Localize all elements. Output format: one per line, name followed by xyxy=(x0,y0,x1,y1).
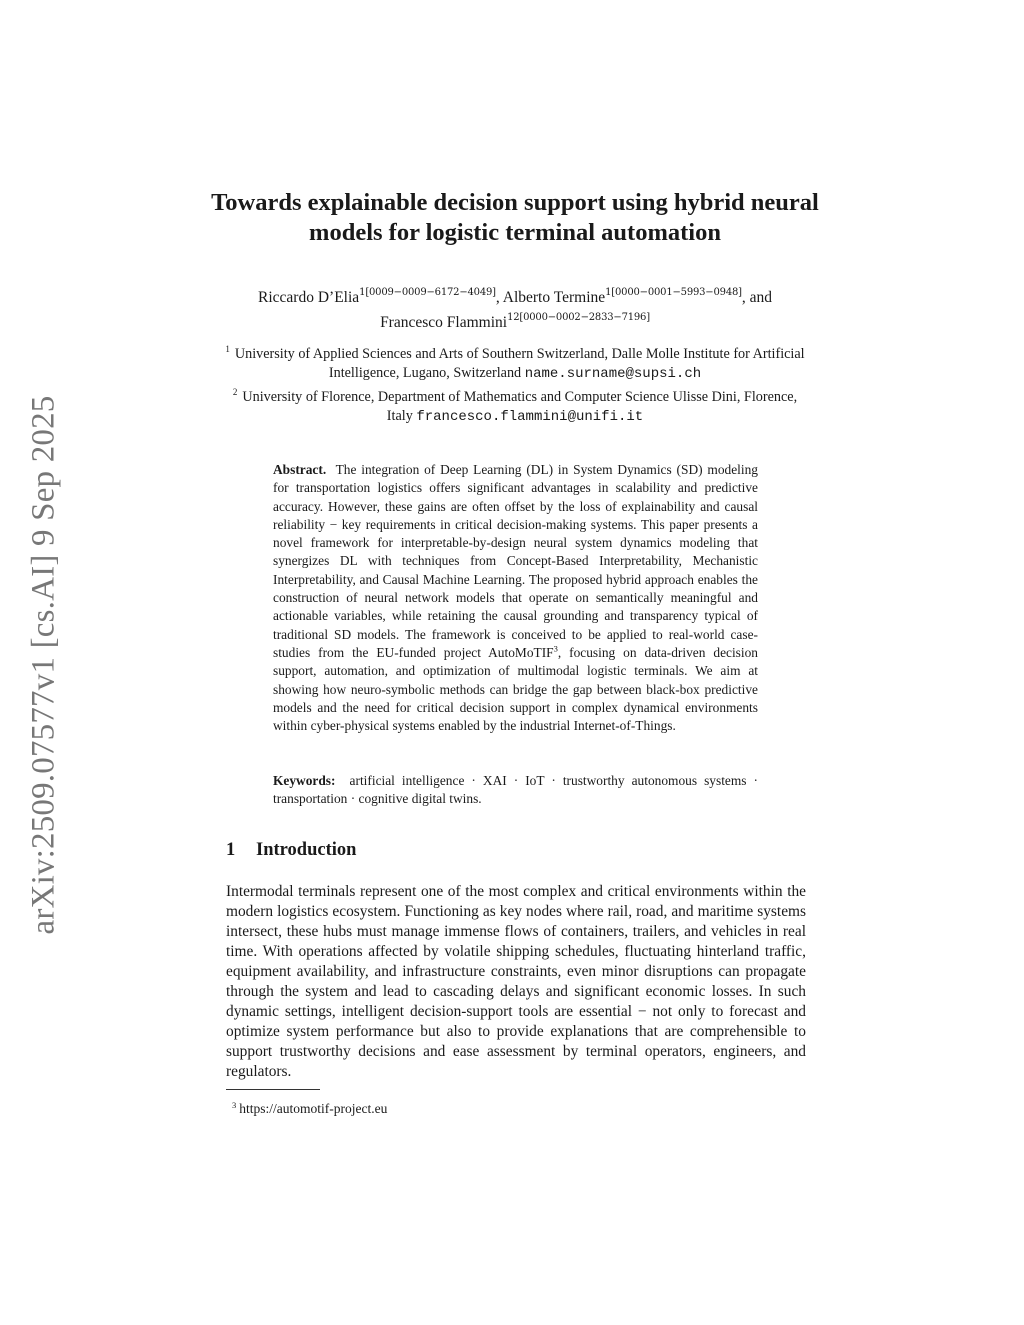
affiliation-text: University of Applied Sciences and Arts of Southern Switzerland, Dalle Molle Institute for Artificial Intelligence, Lugano, Switzerland xyxy=(234,346,805,381)
keywords xyxy=(273,772,758,809)
affiliation-email: name.surname@supsi.ch xyxy=(524,365,702,382)
author-name: Riccardo D’Elia xyxy=(258,289,360,306)
author-orcid: 12[0000−0002−2833−7196] xyxy=(507,312,650,323)
author-name: Francesco Flammini xyxy=(380,314,508,331)
footnote-url: https://automotif-project.eu xyxy=(239,1101,388,1116)
author-orcid: 1[0000−0001−5993−0948] xyxy=(605,287,742,298)
footnote-number: 3 xyxy=(232,1100,237,1110)
abstract-label: Abstract. xyxy=(273,462,327,477)
affiliation-number: 2 xyxy=(232,387,238,397)
affiliations xyxy=(225,340,805,426)
author-list xyxy=(200,283,830,333)
author-separator: , and xyxy=(741,289,772,306)
author-name: Alberto Termine xyxy=(502,289,606,306)
section-number: 1 xyxy=(226,840,236,860)
affiliation xyxy=(225,383,805,426)
footnote-rule xyxy=(226,1089,320,1090)
abstract-text-continued: , focusing on data-driven decision support, automation, and optimization of multimodal logistic terminals. We aim at showing how neuro-symbolic methods can bridge the gap between black-box predictive models and the need for critical decision support in complex dynamical environments within cyber-physical systems enabled by the industrial Internet-of-Things. xyxy=(273,644,758,734)
affiliation-email: francesco.flammini@unifi.it xyxy=(416,408,644,425)
arxiv-stamp xyxy=(18,385,70,945)
author-orcid: 1[0009−0009−6172−4049] xyxy=(359,287,496,298)
author-separator: , xyxy=(495,289,503,306)
arxiv-id: arXiv:2509.07577v1 [cs.AI] 9 Sep 2025 xyxy=(25,395,62,935)
affiliation-number: 1 xyxy=(225,344,230,354)
footnote-marker: 3 xyxy=(553,643,558,654)
body-paragraph: Intermodal terminals represent one of the most complex and critical environments within the modern logistics ecosystem. Functioning as key nodes where rail, road, and maritime systems intersect, these hubs must manage immense flows of containers, trailers, and vehicles in real time. With operations affected by volatile shipping schedules, fluctuating hinterland traffic, equipment availability, and infrastructure constraints, even minor disruptions can propagate through the system and lead to cascading delays and significant economic losses. In such dynamic settings, intelligent decision-support tools are essential − not only to forecast and optimize system performance but also to provide explanations that are comprehensible to support trustworthy decisions and ease assessment by terminal operators, engineers, and regulators. xyxy=(226,883,806,1080)
section-heading xyxy=(226,840,356,861)
affiliation xyxy=(225,340,805,383)
abstract xyxy=(273,461,758,735)
keywords-label: Keywords: xyxy=(273,773,336,788)
section-title: Introduction xyxy=(256,840,357,860)
keywords-text: artificial intelligence · XAI · IoT · trustworthy autonomous systems · transportation · cognitive digital twins. xyxy=(273,773,758,807)
abstract-text: The integration of Deep Learning (DL) in System Dynamics (SD) modeling for transportation logistics offers significant advantages in scalability and predictive accuracy. However, these gains are often offset by the loss of explainability and causal reliability − key requirements in critical decision-making systems. This paper presents a novel framework for interpretable-by-design neural system dynamics modeling that synergizes DL with techniques from Concept-Based Interpretability, Mechanistic Interpretability, and Causal Machine Learning. The proposed hybrid approach enables the construction of neural network models that operate on semantically meaningful and actionable variables, while retaining the causal grounding and transparency typical of traditional SD models. The framework is conceived to be applied to real-world case-studies from the EU-funded project AutoMoTIF xyxy=(273,462,758,660)
paper-title: Towards explainable decision support using hybrid neural models for logistic terminal automation xyxy=(211,189,819,246)
footnote xyxy=(232,1096,387,1118)
affiliation-text: University of Florence, Department of Mathematics and Computer Science Ulisse Dini, Florence, Italy xyxy=(242,389,798,424)
